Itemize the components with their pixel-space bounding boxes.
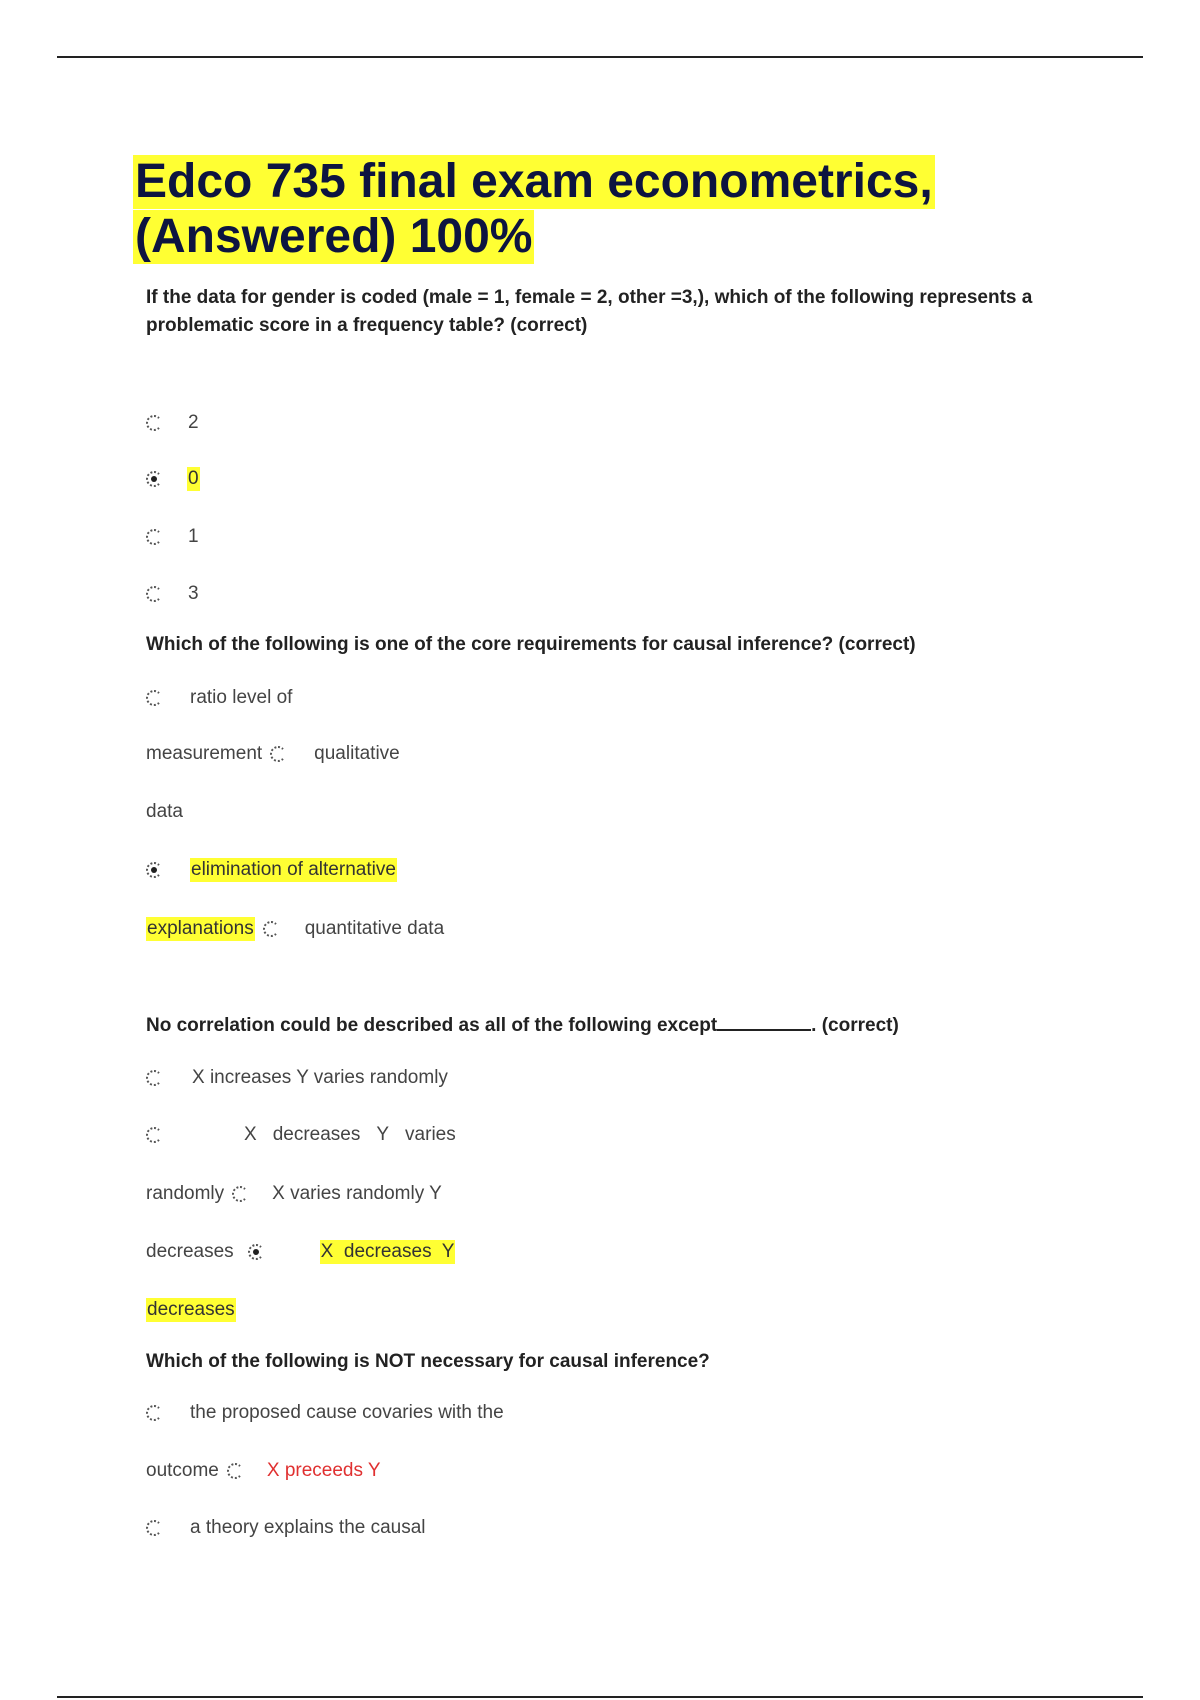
- radio-icon[interactable]: [146, 1127, 162, 1143]
- q1-option-1[interactable]: [146, 411, 199, 435]
- radio-icon[interactable]: [146, 415, 162, 431]
- q1-option-2-label: 0: [188, 468, 199, 489]
- q3-line-3-text-b: X varies randomly Y: [272, 1183, 442, 1204]
- q3-line-5: [146, 1298, 236, 1322]
- q2-line-1-text: ratio level of: [190, 687, 293, 708]
- radio-icon[interactable]: [146, 690, 162, 706]
- q2-line-5: [146, 917, 444, 941]
- radio-selected-icon[interactable]: [248, 1244, 264, 1260]
- q2-line-2-text-b: qualitative: [314, 743, 400, 764]
- q4-line-1-text: the proposed cause covaries with the: [190, 1402, 504, 1423]
- q3-line-1-text: X increases Y varies randomly: [192, 1067, 448, 1088]
- q3-line-4-text-b: X decreases Y: [320, 1241, 455, 1262]
- question-2-text: Which of the following is one of the core requirements for causal inference? (correct): [146, 634, 916, 655]
- q2-line-1: [146, 686, 292, 710]
- q3-line-1: [146, 1066, 448, 1090]
- radio-icon[interactable]: [263, 921, 279, 937]
- q3-line-3-text-a: randomly: [146, 1183, 225, 1204]
- q2-line-5-text-a: explanations: [147, 918, 254, 939]
- q4-line-3: [146, 1516, 426, 1540]
- radio-icon[interactable]: [146, 529, 162, 545]
- q3-line-4: [146, 1240, 455, 1264]
- q3-line-5-text: decreases: [147, 1299, 235, 1320]
- radio-icon[interactable]: [146, 1520, 162, 1536]
- page-title-line-2: (Answered) 100%: [135, 210, 533, 263]
- q4-line-1: [146, 1401, 504, 1425]
- q4-line-2-text-b: X preceeds Y: [266, 1460, 381, 1481]
- page-title-line-1: Edco 735 final exam econometrics,: [135, 155, 933, 208]
- q3-line-2-y: Y: [376, 1124, 390, 1145]
- question-3-text-before: No correlation could be described as all of the following except: [146, 1015, 718, 1036]
- q1-option-2[interactable]: [146, 467, 200, 491]
- question-4-text: Which of the following is NOT necessary for causal inference?: [146, 1351, 710, 1372]
- radio-selected-icon[interactable]: [146, 471, 162, 487]
- q2-line-2: [146, 742, 400, 766]
- radio-icon[interactable]: [146, 586, 162, 602]
- question-3-text-after: . (correct): [811, 1015, 899, 1036]
- q1-option-4-label: 3: [188, 583, 199, 604]
- q1-option-4[interactable]: [146, 582, 199, 606]
- q2-line-5-text-b: quantitative data: [304, 918, 445, 939]
- q3-line-2: [146, 1123, 456, 1147]
- top-rule: [57, 56, 1143, 58]
- bottom-rule: [57, 1696, 1143, 1698]
- q3-line-3: [146, 1182, 442, 1206]
- q3-line-2-varies: varies: [405, 1124, 456, 1145]
- radio-icon[interactable]: [270, 746, 286, 762]
- radio-icon[interactable]: [232, 1186, 248, 1202]
- q4-line-2: [146, 1459, 381, 1483]
- q4-line-2-text-a: outcome: [146, 1460, 219, 1481]
- radio-icon[interactable]: [146, 1405, 162, 1421]
- q1-option-1-label: 2: [188, 412, 199, 433]
- q3-line-4-text-a: decreases: [146, 1241, 234, 1262]
- q3-line-2-x: X: [244, 1124, 257, 1145]
- radio-icon[interactable]: [146, 1070, 162, 1086]
- q2-line-4-text: elimination of alternative: [191, 859, 396, 880]
- q1-option-3-label: 1: [188, 526, 199, 547]
- radio-selected-icon[interactable]: [146, 862, 162, 878]
- q2-line-2-text-a: measurement: [146, 743, 263, 764]
- q2-line-4: [146, 858, 397, 882]
- q1-option-3[interactable]: [146, 525, 199, 549]
- question-3-text: [146, 1011, 1146, 1040]
- q4-line-3-text: a theory explains the causal: [190, 1517, 426, 1538]
- radio-icon[interactable]: [227, 1463, 243, 1479]
- answer-blank: [717, 1011, 811, 1031]
- q2-line-3: data: [146, 801, 183, 822]
- q3-line-2-decreases: decreases: [272, 1124, 361, 1145]
- question-1-text: If the data for gender is coded (male = 1, female = 2, other =3,), which of the following represents a problematic score in a frequency table? (correct): [146, 287, 1033, 336]
